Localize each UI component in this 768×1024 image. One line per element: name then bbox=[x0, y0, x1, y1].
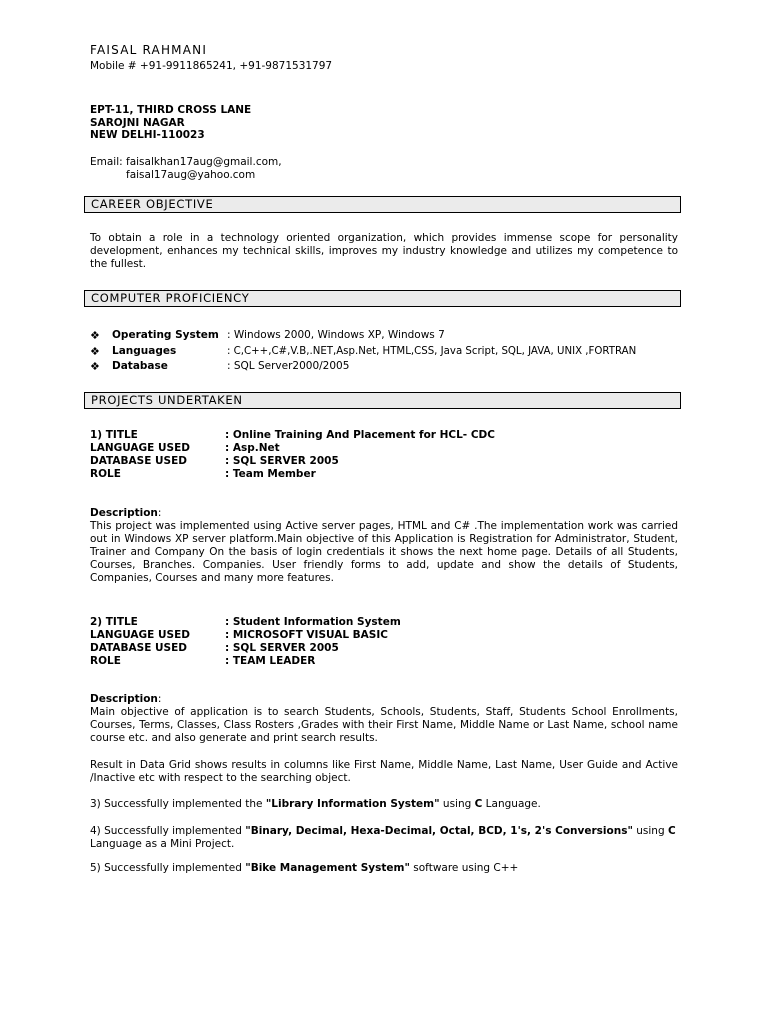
project-name: "Binary, Decimal, Hexa-Decimal, Octal, BCD, 1's, 2's Conversions" bbox=[245, 825, 633, 837]
project-2-description-label bbox=[90, 693, 161, 706]
project-3-line bbox=[90, 798, 541, 811]
field-key: ROLE bbox=[90, 468, 121, 480]
proficiency-label: Database bbox=[112, 360, 168, 372]
field-key: ROLE bbox=[90, 655, 121, 667]
project-4-line bbox=[90, 825, 696, 851]
project-1-description-label bbox=[90, 507, 161, 520]
proficiency-value: : Windows 2000, Windows XP, Windows 7 bbox=[227, 329, 445, 341]
text-segment: 3) Successfully implemented the bbox=[90, 798, 266, 810]
description-label-text: Description bbox=[90, 507, 158, 519]
field-value: : Student Information System bbox=[225, 616, 401, 628]
email-line-1: Email: faisalkhan17aug@gmail.com, bbox=[90, 156, 282, 168]
project-1-description: This project was implemented using Active server pages, HTML and C# .The implementation work was carried out in Windows XP server platform.Main objective of this Application is Registration for Administrator, Student, Trainer and Company On the basis of login credentials it shows the next home page. Details of all Students, Courses, Branches. Companies. User friendly forms to add, update and show the details of Students, Companies, Courses and many more features. bbox=[90, 520, 678, 584]
mobile-numbers: Mobile # +91-9911865241, +91-9871531797 bbox=[90, 60, 333, 72]
career-objective-text: To obtain a role in a technology oriented organization, which provides immense scope for personality development, enhances my technical skills, improves my industry knowledge and utilizes my competence to the fullest. bbox=[90, 232, 678, 270]
proficiency-value: : C,C++,C#,V.B,.NET,Asp.Net, HTML,CSS, Java Script, SQL, JAVA, UNIX ,FORTRAN bbox=[227, 346, 637, 357]
project-5-line bbox=[90, 862, 518, 875]
email-line-2: faisal17aug@yahoo.com bbox=[126, 169, 256, 181]
section-career-objective bbox=[84, 196, 681, 213]
description-label-text: Description bbox=[90, 693, 158, 705]
field-key: 2) TITLE bbox=[90, 616, 138, 628]
field-value: : TEAM LEADER bbox=[225, 655, 316, 667]
section-projects-undertaken bbox=[84, 392, 681, 409]
field-value: : Asp.Net bbox=[225, 442, 280, 454]
field-value: : MICROSOFT VISUAL BASIC bbox=[225, 629, 388, 641]
project-name: "Bike Management System" bbox=[245, 862, 410, 874]
section-heading: CAREER OBJECTIVE bbox=[91, 197, 214, 211]
candidate-name: FAISAL RAHMANI bbox=[90, 43, 208, 57]
field-key: DATABASE USED bbox=[90, 455, 187, 467]
text-segment: Language as a Mini Project. bbox=[90, 838, 235, 850]
field-key: LANGUAGE USED bbox=[90, 629, 190, 641]
field-key: DATABASE USED bbox=[90, 642, 187, 654]
field-value: : Team Member bbox=[225, 468, 316, 480]
text-segment: Language. bbox=[482, 798, 541, 810]
proficiency-value: : SQL Server2000/2005 bbox=[227, 360, 350, 372]
field-value: : SQL SERVER 2005 bbox=[225, 642, 339, 654]
project-2-description-2: Result in Data Grid shows results in columns like First Name, Middle Name, Last Name, User Guide and Active /Inactive etc with respect to the searching object. bbox=[90, 759, 678, 784]
description-colon: : bbox=[157, 693, 162, 705]
text-segment: using bbox=[632, 825, 668, 837]
section-heading: PROJECTS UNDERTAKEN bbox=[91, 393, 243, 407]
project-name: "Library Information System" bbox=[265, 798, 440, 810]
field-value: : Online Training And Placement for HCL- CDC bbox=[225, 429, 495, 441]
language-name: C bbox=[474, 798, 483, 810]
proficiency-label: Languages bbox=[112, 345, 177, 357]
text-segment: using bbox=[439, 798, 475, 810]
text-segment: 5) Successfully implemented bbox=[90, 862, 246, 874]
text-segment: software using C++ bbox=[409, 862, 519, 874]
description-colon: : bbox=[157, 507, 162, 519]
project-2-description: Main objective of application is to search Students, Schools, Students, Staff, Students School Enrollments, Courses, Terms, Classes, Class Rosters ,Grades with their First Name, Middle Name or Last Name, school name course etc. and also generate and print search results. bbox=[90, 706, 678, 744]
field-value: : SQL SERVER 2005 bbox=[225, 455, 339, 467]
address-line: SAROJNI NAGAR bbox=[90, 116, 185, 129]
proficiency-label: Operating System bbox=[112, 329, 219, 341]
field-key: LANGUAGE USED bbox=[90, 442, 190, 454]
field-key: 1) TITLE bbox=[90, 429, 138, 441]
section-computer-proficiency bbox=[84, 290, 681, 307]
diamond-bullet-icon: ❖ bbox=[90, 360, 100, 373]
diamond-bullet-icon: ❖ bbox=[90, 329, 100, 342]
address-line: NEW DELHI-110023 bbox=[90, 129, 205, 141]
language-name: C bbox=[667, 825, 676, 837]
text-segment: 4) Successfully implemented bbox=[90, 825, 246, 837]
diamond-bullet-icon: ❖ bbox=[90, 345, 100, 358]
section-heading: COMPUTER PROFICIENCY bbox=[91, 291, 250, 305]
address-line: EPT-11, THIRD CROSS LANE bbox=[90, 104, 252, 116]
address-block bbox=[90, 104, 251, 142]
